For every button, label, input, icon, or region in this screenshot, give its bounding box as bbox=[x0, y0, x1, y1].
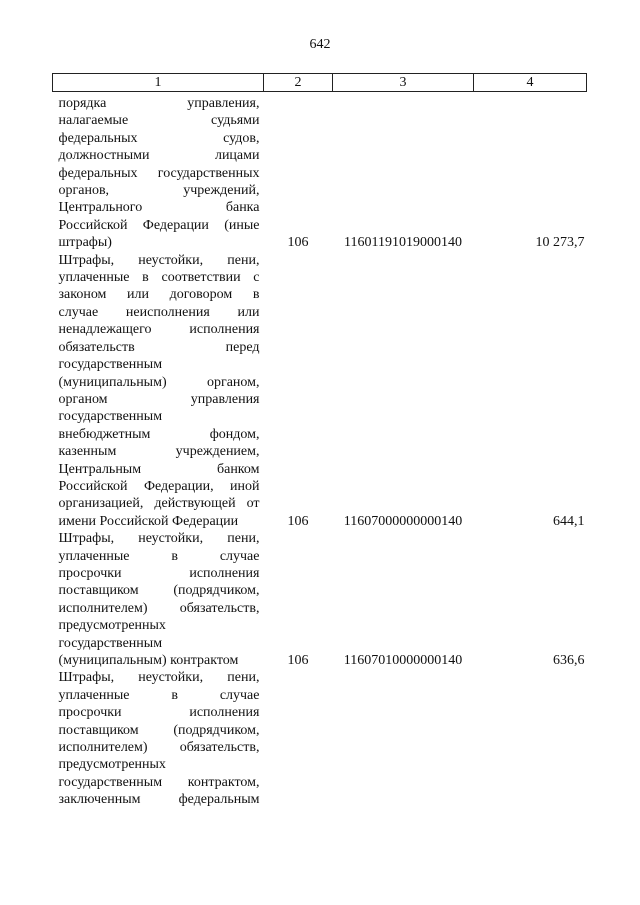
column-header-2: 2 bbox=[264, 74, 333, 92]
row-description: порядка управления, налагаемые судьями федеральных судов, должностными лицами федеральных государственных органов, учреждений, Центрального банка Российской Федерации (иные штрафы) bbox=[58, 96, 260, 251]
row-amount: 10 273,7 bbox=[535, 235, 585, 251]
column-header-3: 3 bbox=[333, 74, 474, 92]
row-budget-code: 11607010000000140 bbox=[343, 653, 463, 668]
table-row bbox=[53, 669, 587, 808]
column-header-4: 4 bbox=[474, 74, 587, 92]
table-row bbox=[53, 92, 587, 252]
column-header-1: 1 bbox=[53, 74, 264, 92]
row-budget-code: 11601191019000140 bbox=[344, 235, 462, 251]
table-row bbox=[53, 252, 587, 531]
row-admin-code: 106 bbox=[287, 513, 309, 529]
row-amount: 644,1 bbox=[553, 513, 585, 529]
row-admin-code: 106 bbox=[287, 653, 309, 668]
row-description: Штрафы, неустойки, пени, уплаченные в случае просрочки исполнения поставщиком (подрядчиком, исполнителем) обязательств, предусмотренных государственным контрактом, заключенным федеральным bbox=[58, 670, 260, 808]
budget-table bbox=[52, 73, 587, 809]
row-admin-code bbox=[264, 669, 333, 808]
row-description: Штрафы, неустойки, пени, уплаченные в случае просрочки исполнения поставщиком (подрядчиком, исполнителем) обязательств, предусмотренных государственным (муниципальным) контрактом bbox=[58, 531, 260, 668]
row-description: Штрафы, неустойки, пени, уплаченные в соответствии с законом или договором в случае неисполнения или ненадлежащего исполнения обязательств перед государственным (муниципальным) органом, органом управления государственным внебюджетным фондом, казенным учреждением, Центральным банком Российской Федерации, иной организацией, действующей от имени Российской Федерации bbox=[58, 252, 260, 529]
row-budget-code bbox=[333, 669, 474, 808]
row-admin-code: 106 bbox=[287, 235, 309, 251]
table-row bbox=[53, 530, 587, 669]
table-header-row bbox=[53, 74, 587, 92]
row-budget-code: 11607000000000140 bbox=[343, 513, 463, 529]
row-amount: 636,6 bbox=[553, 653, 585, 668]
page-number: 642 bbox=[309, 37, 331, 52]
row-amount bbox=[474, 669, 587, 808]
